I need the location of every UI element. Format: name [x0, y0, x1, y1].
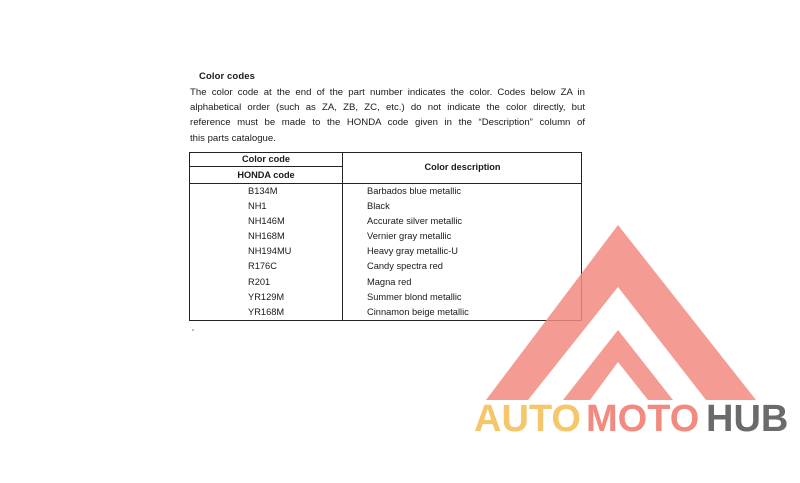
- honda-code-cell: R201: [248, 276, 271, 287]
- header-divider: [190, 166, 343, 167]
- header-color-code: Color code: [242, 154, 290, 164]
- table-row: [190, 186, 581, 201]
- intro-paragraph: [190, 85, 585, 146]
- color-description-cell: Magna red: [367, 276, 412, 287]
- honda-code-cell: R176C: [248, 261, 277, 272]
- honda-code-cell: YR168M: [248, 306, 285, 317]
- color-description-cell: Heavy gray metallic-U: [367, 246, 458, 257]
- color-description-cell: Cinnamon beige metallic: [367, 306, 469, 317]
- watermark-auto-text: AUTO: [474, 398, 581, 435]
- color-description-cell: Accurate silver metallic: [367, 216, 463, 227]
- honda-code-cell: NH146M: [248, 216, 285, 227]
- header-color-description: Color description: [424, 162, 501, 172]
- automotohub-watermark: [468, 225, 798, 435]
- intro-line: The color code at the end of the part number indicates the color. Codes below ZA in: [190, 87, 585, 98]
- header-bottom-rule: [190, 183, 581, 184]
- honda-code-cell: NH194MU: [248, 246, 292, 257]
- intro-line: this parts catalogue.: [190, 132, 276, 144]
- watermark-hub-text: HUB: [706, 398, 789, 435]
- scan-speck: [192, 329, 194, 331]
- color-description-cell: Candy spectra red: [367, 261, 443, 272]
- color-description-cell: Summer blond metallic: [367, 291, 462, 302]
- honda-code-cell: B134M: [248, 186, 278, 196]
- color-description-cell: Barbados blue metallic: [367, 186, 462, 196]
- table-row: [190, 201, 581, 216]
- section-heading: Color codes: [199, 71, 255, 82]
- intro-line: reference must be made to the HONDA code given in the “Description” column of: [190, 117, 585, 129]
- header-honda-code: HONDA code: [237, 170, 295, 180]
- intro-line: alphabetical order (such as ZA, ZB, ZC, etc.) do not indicate the color directly, but: [190, 102, 585, 114]
- watermark-logo-icon: [468, 225, 798, 435]
- honda-code-cell: NH1: [248, 201, 267, 212]
- watermark-moto-text: MOTO: [586, 398, 700, 435]
- honda-code-cell: NH168M: [248, 231, 285, 242]
- honda-code-cell: YR129M: [248, 291, 285, 302]
- color-description-cell: Black: [367, 201, 390, 212]
- color-description-cell: Vernier gray metallic: [367, 231, 452, 242]
